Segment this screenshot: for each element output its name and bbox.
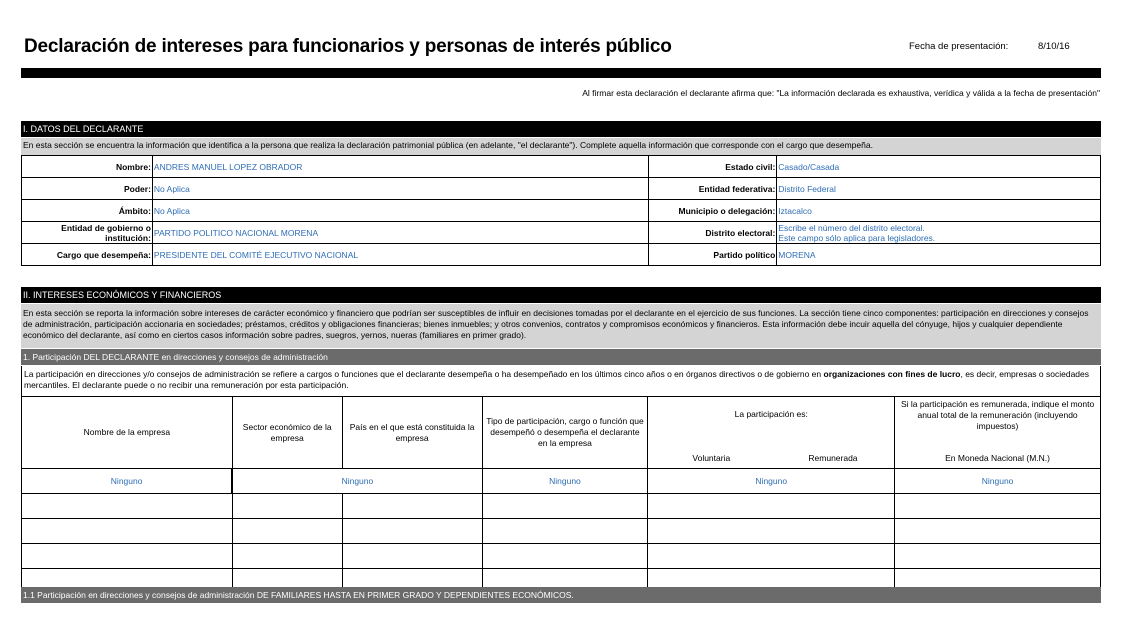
empty-cell[interactable] (22, 544, 233, 569)
empty-cell[interactable] (22, 494, 233, 519)
cell-monto[interactable]: Ninguno (895, 469, 1101, 494)
empty-cell[interactable] (232, 544, 342, 569)
empty-cell[interactable] (895, 544, 1101, 569)
presentation-date-value: 8/10/16 (1038, 41, 1070, 52)
col-header-pais: País en el que está constituida la empresa (342, 397, 482, 469)
entidad-gobierno-field[interactable]: PARTIDO POLITICO NACIONAL MORENA (152, 222, 648, 244)
empty-cell[interactable] (342, 519, 482, 544)
subsection-1-1-header: 1.1 Participación en direcciones y consejos de administración DE FAMILIARES HASTA EN PRIMER GRADO Y DEPENDIENTES ECONÓMICOS. (21, 587, 1101, 603)
page-title: Declaración de intereses para funcionarios y personas de interés público (24, 36, 672, 57)
section-datos-description: En esta sección se encuentra la información que identifica a la persona que realiza la declaración patrimonial pública (en adelante, "el declarante"). Complete aquella información que corresponde con el cargo que desempeña. (21, 138, 1101, 155)
datos-declarante-table (21, 155, 1101, 266)
empty-cell[interactable] (232, 519, 342, 544)
remunerada-label: Remunerada (808, 453, 858, 463)
presentation-date-label: Fecha de presentación: (909, 41, 1009, 52)
col-header-empresa: Nombre de la empresa (22, 397, 233, 469)
cargo-label: Cargo que desempeña: (22, 244, 153, 266)
empty-cell[interactable] (482, 519, 648, 544)
distrito-hint-1: Escribe el número del distrito electoral. (778, 222, 925, 233)
subsection-1-header: 1. Participación DEL DECLARANTE en direcciones y consejos de administración (21, 349, 1101, 365)
col-header-participacion (648, 397, 895, 469)
municipio-label: Municipio o delegación: (649, 200, 777, 222)
cell-sector-pais[interactable]: Ninguno (232, 469, 482, 494)
distrito-label: Distrito electoral: (649, 222, 777, 244)
empty-cell[interactable] (895, 519, 1101, 544)
empty-cell[interactable] (482, 544, 648, 569)
poder-field[interactable]: No Aplica (152, 178, 648, 200)
section-datos-header: I. DATOS DEL DECLARANTE (21, 121, 1101, 137)
ambito-field[interactable]: No Aplica (152, 200, 648, 222)
empty-cell[interactable] (648, 519, 895, 544)
partido-field[interactable]: MORENA (777, 244, 1101, 266)
col-header-tipo: Tipo de participación, cargo o función que desempeñó o desempeña el declarante en la empresa (482, 397, 648, 469)
cell-participacion[interactable]: Ninguno (648, 469, 895, 494)
table-row (22, 544, 1101, 569)
cargo-field[interactable]: PRESIDENTE DEL COMITÉ EJECUTIVO NACIONAL (152, 244, 648, 266)
subsection-1-description (21, 366, 1101, 396)
nombre-label: Nombre: (22, 156, 153, 178)
affirmation-text: Al firmar esta declaración el declarante afirma que: "La información declarada es exhaustiva, verídica y válida a la fecha de presentación" (582, 88, 1100, 98)
ambito-label: Ámbito: (22, 200, 153, 222)
table-row (22, 494, 1101, 519)
participacion-label: La participación es: (734, 409, 808, 419)
monto-label: Si la participación es remunerada, indique el monto anual total de la remuneración (incluyendo impuestos) (900, 399, 1095, 431)
empty-cell[interactable] (22, 519, 233, 544)
empty-cell[interactable] (342, 494, 482, 519)
col-header-monto (895, 397, 1101, 469)
estado-civil-label: Estado civil: (649, 156, 777, 178)
section-intereses-header: II. INTERESES ECONÓMICOS Y FINANCIEROS (21, 287, 1101, 303)
col-header-sector: Sector económico de la empresa (232, 397, 342, 469)
entidad-gobierno-label: Entidad de gobierno o institución: (22, 222, 153, 244)
distrito-hint-2: Este campo sólo aplica para legisladores. (778, 232, 936, 243)
municipio-field[interactable]: Iztacalco (777, 200, 1101, 222)
distrito-field[interactable] (777, 222, 1101, 244)
sub1-desc-post: , es decir, empresas o sociedades mercantiles. El declarante puede o no recibir una remuneración por esta participación. (24, 369, 1089, 390)
title-divider-bar (21, 68, 1101, 78)
poder-label: Poder: (22, 178, 153, 200)
participacion-table (21, 396, 1101, 594)
empty-cell[interactable] (342, 544, 482, 569)
empty-cell[interactable] (895, 494, 1101, 519)
sub1-desc-bold: organizaciones con fines de lucro (823, 369, 961, 379)
empty-cell[interactable] (232, 494, 342, 519)
partido-label: Partido político (649, 244, 777, 266)
voluntaria-label: Voluntaria (692, 453, 731, 463)
entidad-federativa-field[interactable]: Distrito Federal (777, 178, 1101, 200)
sub1-desc-pre: La participación en direcciones y/o consejos de administración se refiere a cargos o funciones que el declarante desempeña o ha desempeñado en los últimos cinco años o en órganos directivos o de gobierno en (24, 369, 824, 379)
section-intereses-description: En esta sección se reporta la información sobre intereses de carácter económico y financiero que podrían ser susceptibles de influir en decisiones tomadas por el declarante en el ejercicio de sus funciones. La sección tiene cinco componentes: participación en direcciones y consejos de administración, participación accionaria en sociedades; préstamos, créditos y obligaciones financieras; bienes inmuebles; y otros convenios, contratos y compromisos económicos y financieros. Esta información debe incuir aquella del cónyuge, hijos y cualquier dependiente económico del declarante, así como en ciertos casos información sobre padres, suegros, yernos, nueras (familiares en primer grado). (21, 304, 1101, 348)
empty-cell[interactable] (482, 494, 648, 519)
cell-empresa[interactable]: Ninguno (22, 469, 233, 494)
cell-tipo[interactable]: Ninguno (482, 469, 648, 494)
estado-civil-field[interactable]: Casado/Casada (777, 156, 1101, 178)
empty-cell[interactable] (648, 544, 895, 569)
moneda-label: En Moneda Nacional (M.N.) (945, 453, 1051, 463)
empty-cell[interactable] (648, 494, 895, 519)
nombre-field[interactable]: ANDRES MANUEL LOPEZ OBRADOR (152, 156, 648, 178)
table-row (22, 519, 1101, 544)
entidad-federativa-label: Entidad federativa: (649, 178, 777, 200)
